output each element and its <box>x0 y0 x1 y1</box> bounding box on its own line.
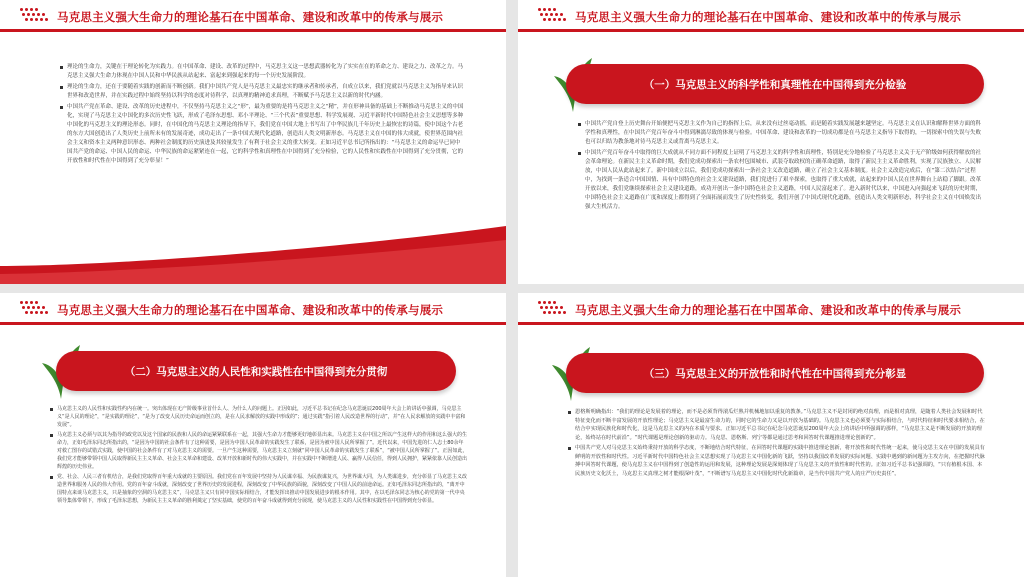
section-heading-pill: （三）马克思主义的开放性和时代性在中国得到充分彰显 <box>566 353 984 393</box>
decorative-dots-icon <box>20 301 50 315</box>
paragraph: 马克思主义的人民性和实践性约内在统一。突出体现在无产阶级事业首什么人、为什么人的问题上。正因如此，习近平总书记在纪念马克思诞辰200周年大会上的讲话中强调，马克思主义“是人民的理论”，“是实践的理论”，“是为了改变人民历史命运而创立的，是在人民求解放的实践中形成的”；通过实践“指引着人民改造世界的行动”，并“在人民求解放的实践中丰富和发展”。 <box>50 405 468 429</box>
title-underline <box>518 29 1024 32</box>
title-underline <box>518 322 1024 325</box>
decorative-dots-icon <box>20 8 50 22</box>
paragraph: 理论的生命力，还在于要随着实践的创新而不断创新。我们中国共产党人是马克思主义最忠实的继承者和传承者，自成立以来，我们党就以马克思主义为指导来认识世界和改造世界，并在实践过程中始终坚持以科学的态度对待科学，以真理的精神追求真理，不断赋予马克思主义以新的时代内涵。 <box>60 83 464 101</box>
slide-3 <box>0 293 506 577</box>
paragraph: 党、社会、人民三者有机结合，是我们党取得百年重大成就的主要原因。我们党在百年发展中坚持为人民谋幸福、为民族谋复兴，为世界谋大同，为人类谋进步，充分彰显了马克思主义改造世界和服务人民的伟大作用。党的百年奋斗成就，深刻改变了世界历史的发展进程，深刻改变了中华民族的面貌，深刻改变了中国人民的前途命运。正如毛泽东同志所指出的，“离开中国特点来谈马克思主义，只是抽象的空洞的马克思主义”，马克思主义只有同中国实际相结合，才能发挥出推动中国发展进步的根本作用。其中，在以毛泽东同志为核心的党的第一代中央领导集体带领下，形成了毛泽东思想，为新民主主义革命的胜利奠定了坚实基础，使党的百年奋斗成就得到充分展现，使马克思主义的人民性和实践性在中国得到充分彰显。 <box>50 473 468 505</box>
paragraph: 恩格斯明确指出：“我们的理论是发展着的理论，而不是必须背得滚瓜烂熟并机械地加以重复的教条。”马克思主义不是封闭的绝对真理，而是相对真理，是随着人类社会发展和时代特征变化而不断丰富发展的开放性理论；马克思主义是最富生命力的，同时它的生命力又是以开放为基础的。马克思主义也必须要与实际相结合，与时代特征和时代要求相结合，在结合中实现民族化和时代化，这是马克思主义的内在本质与要求。正如习近平总书记在纪念马克思诞辰200周年大会上的讲话中所强调的那样，“马克思主义是不断发展的开放的理论，始终站在时代前沿”。“时代课题是理论创新的驱动力。马克思、恩格斯、列宁等都是通过思考和回答时代课题推进理论创新的”。 <box>568 408 986 442</box>
title-underline <box>0 322 506 325</box>
slide-1 <box>0 0 506 284</box>
section-heading-pill: （一）马克思主义的科学性和真理性在中国得到充分检验 <box>566 64 984 104</box>
slide-3-body <box>50 405 468 507</box>
paragraph: 中国共产党百年奋斗中取得的巨大成就从不同方面不同程度上证明了马克思主义的科学性和真理性，特别是充分地检验了马克思主义关于无产阶级如何获得解放的社会革命理论。在新民主主义革命时期，我们党成功探索出一条农村包围城市、武装夺取政权的正确革命道路，取得了新民主主义革命胜利，实现了民族独立、人民解放，中国人民从此站起来了。新中国成立以后，我们党成功探索出一条社会主义改造道路，确立了社会主义基本制度。社会主义改造完成后，在“第二次结合”过程中，为找到一条适合中国国情、具有中国特色的社会主义建设道路，我们党进行了艰辛探索，也取得了重大成就，站起来的中国人民在世界舞台上站稳了脚跟。改革开放以来，我们党继续探索社会主义建设道路，成功开创出一条中国特色社会主义道路，中国人民富起来了。进入新时代以来，中国进入向强起来飞跃的历史时期，中国特色社会主义道路在广度和深度上都得到了全面拓展而发生了历史性转变，我们开创了中国式现代化道路，创造出人类文明新形态，科学社会主义在中国焕发出强大生机活力。 <box>578 149 982 212</box>
slide-2-body <box>578 120 982 214</box>
red-wave-band <box>0 226 506 284</box>
slide-4-body <box>568 408 986 480</box>
paragraph: 中国共产党在革命、建设、改革的历史进程中，不仅坚持马克思主义之“形”，最为重要的是将马克思主义之“精”，并在形神具备的基础上不断推动马克思主义的中国化，实现了马克思主义中国化的多次历史性飞跃，形成了毛泽东思想、邓小平理论、“三个代表”重要思想、科学发展观、习近平新时代中国特色社会主义思想等多种中国化的马克思主义的理论形态。同时，在中国化的马克思主义理论的指导下，我们党在中国大地上书写出了中华民族几千年历史上最恢宏的诗篇，使中国这个古老的东方大国创造出了人类历史上前所未有的发展奇迹，成功走出了一条中国式现代化道路，创造出人类文明新形态。马克思主义在中国的伟大成就，使世界范围内社会主义和资本主义两种意识形态、两种社会制度的历史演进及其较量发生了有利于社会主义的重大转变。正如习近平总书记所指出的：“马克思主义的命运早已同中国共产党的命运、中国人民的命运、中华民族的命运紧紧连在一起，它的科学性和真理性在中国得到了充分检验，它的人民性和实践性在中国得到了充分贯彻，它的开放性和时代性在中国得到了充分彰显！” <box>60 103 464 166</box>
slide-title: 马克思主义强大生命力的理论基石在中国革命、建设和改革中的传承与展示 <box>575 10 962 24</box>
slide-title: 马克思主义强大生命力的理论基石在中国革命、建设和改革中的传承与展示 <box>57 10 444 24</box>
decorative-dots-icon <box>538 301 568 315</box>
decorative-dots-icon <box>538 8 568 22</box>
paragraph: 中国共产党自登上历史舞台开始便把马克思主义作为自己的指挥上后，从来没有过丝毫动摇，而是随着实践发展越来越坚定。马克思主义在认识和解释世界方面的科学性和真理性，在中国共产党百年奋斗中得到淋漓尽致的体现与检验。中国革命、建设和改革的一切成功都是在马克思主义指导下取得的，一切探索中的失误与失败也可以归结为教条地对待马克思主义或背离马克思主义。 <box>578 120 982 147</box>
slide-title: 马克思主义强大生命力的理论基石在中国革命、建设和改革中的传承与展示 <box>57 303 444 317</box>
slide-1-body <box>60 63 464 168</box>
paragraph: 马克思主义必须与以其为指导的政党以及这个国家的民族和人民的命运紧紧联系在一起，其强大生命力才能够更好地彰显出来。马克思主义在中国之所以产生这样大的作用和这么强大的生命力，正如毛泽东同志所指出的，“是因为中国的社会条件有了这种需要，是因为中国人民革命的实践发生了联系，是因为被中国人民所掌握了”。近代以来，中国先进的仁人志士80余年对救亡图存的试错式实践，使中国的社会条件有了对马克思主义的需要。一旦产生这种需要，马克思主义立刻就“同中国人民革命的实践发生了联系”，“被中国人民所掌握了”。正因如此，我们党才能够带领中国人民取得新民主主义革命、社会主义革命和建设、改革开放和新时代的伟大实践中，并在实践中不断增进人民、赢得人民信任，得到人民拥护，紧紧依靠人民创造出辉煌的历史伟业。 <box>50 431 468 471</box>
slide-2 <box>518 0 1024 284</box>
paragraph: 中国共产党人对马克思主义始终秉持开放的科学态度，不断地结合时代特征，在回答时代课题的实践中推进理论创新，将开放性和时代性统一起来，使马克思主义在中国的发展具有鲜明的开放性和时代性。习近平新时代中国特色社会主义思想实现了马克思主义中国化新的飞跃，坚持以我国改革发展的实际问题、实践中遇到的新问题为主攻方向，在把握时代脉搏中回答时代课题，使马克思主义在中国得到了创造性的运用和发展，这种理论发展是深刻体现了马克思主义的开放性和时代性的。正如习近平总书记强调的，“只有植根本国、本民族历史文化沃土，马克思主义真理之树才能根深叶茂”，“不断谱写马克思主义中国化时代化新篇章，是当代中国共产党人的庄严历史责任”。 <box>568 444 986 478</box>
title-underline <box>0 29 506 32</box>
section-heading-pill: （二）马克思主义的人民性和实践性在中国得到充分贯彻 <box>56 351 456 391</box>
slide-title: 马克思主义强大生命力的理论基石在中国革命、建设和改革中的传承与展示 <box>575 303 962 317</box>
paragraph: 理论的生命力，关键在于理论转化为实践力。在中国革命、建设、改革的过程中，马克思主义这一思想武器转化为了实实在在的革命之力、建设之力、改革之力。马克思主义强大生命力体现在中国人民和中华民族从站起来、富起来到强起来的每一个历史发展阶段。 <box>60 63 464 81</box>
slide-4 <box>518 293 1024 577</box>
